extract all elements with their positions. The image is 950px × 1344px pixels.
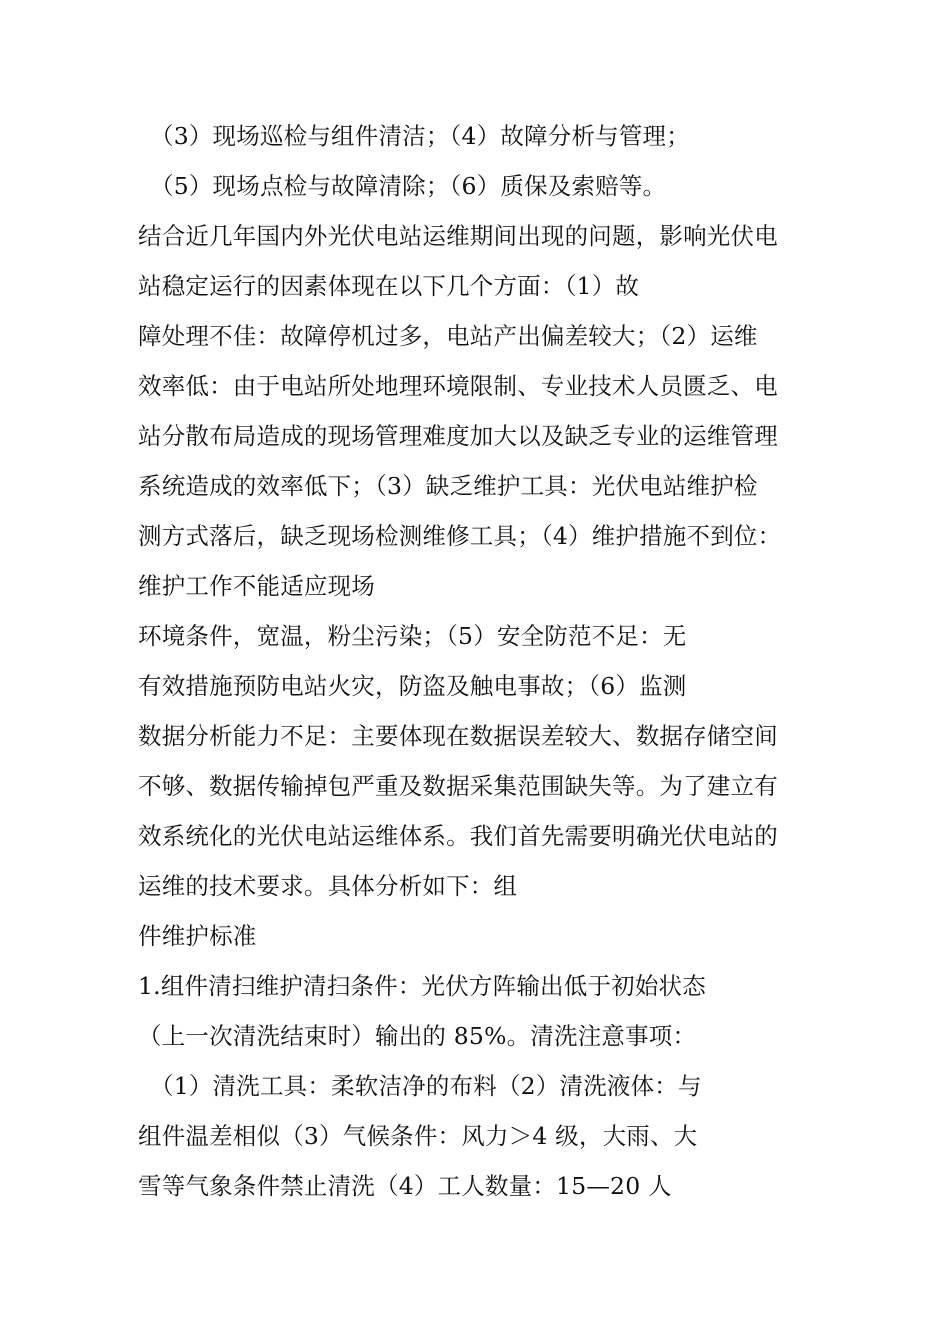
text-line-9: 测方式落后，缺乏现场检测维修工具；（4）维护措施不到位： [138, 522, 782, 550]
text-line-7: 站分散布局造成的现场管理难度加大以及缺乏专业的运维管理 [138, 422, 778, 450]
text-line-15: 效系统化的光伏电站运维体系。我们首先需要明确光伏电站的 [138, 822, 778, 850]
text-line-20: （1）清洗工具：柔软洁净的布料（2）清洗液体：与 [150, 1072, 702, 1100]
text-line-2: （5）现场点检与故障清除；（6）质保及索赔等。 [150, 172, 667, 200]
text-line-17: 件维护标准 [138, 922, 257, 950]
text-line-19: （上一次清洗结束时）输出的 85%。清洗注意事项： [138, 1022, 697, 1050]
text-line-10: 维护工作不能适应现场 [138, 572, 375, 600]
text-line-5: 障处理不佳：故障停机过多，电站产出偏差较大；（2）运维 [138, 322, 758, 350]
text-line-14: 不够、数据传输掉包严重及数据采集范围缺失等。为了建立有 [138, 772, 778, 800]
text-line-8: 系统造成的效率低下；（3）缺乏维护工具：光伏电站维护检 [138, 472, 758, 500]
text-line-1: （3）现场巡检与组件清洁；（4）故障分析与管理； [150, 122, 690, 150]
text-line-4: 站稳定运行的因素体现在以下几个方面：（1）故 [138, 272, 640, 300]
text-line-11: 环境条件，宽温，粉尘污染；（5）安全防范不足：无 [138, 622, 687, 650]
text-line-18: 1.组件清扫维护清扫条件：光伏方阵输出低于初始状态 [138, 972, 706, 1000]
text-line-12: 有效措施预防电站火灾，防盗及触电事故；（6）监测 [138, 672, 687, 700]
text-line-16: 运维的技术要求。具体分析如下：组 [138, 872, 518, 900]
text-line-22: 雪等气象条件禁止清洗（4）工人数量：15—20 人 [138, 1172, 672, 1200]
text-line-21: 组件温差相似（3）气候条件：风力＞4 级，大雨、大 [138, 1122, 698, 1150]
text-line-13: 数据分析能力不足：主要体现在数据误差较大、数据存储空间 [138, 722, 778, 750]
text-line-3: 结合近几年国内外光伏电站运维期间出现的问题，影响光伏电 [138, 222, 778, 250]
text-line-6: 效率低：由于电站所处地理环境限制、专业技术人员匮乏、电 [138, 372, 778, 400]
